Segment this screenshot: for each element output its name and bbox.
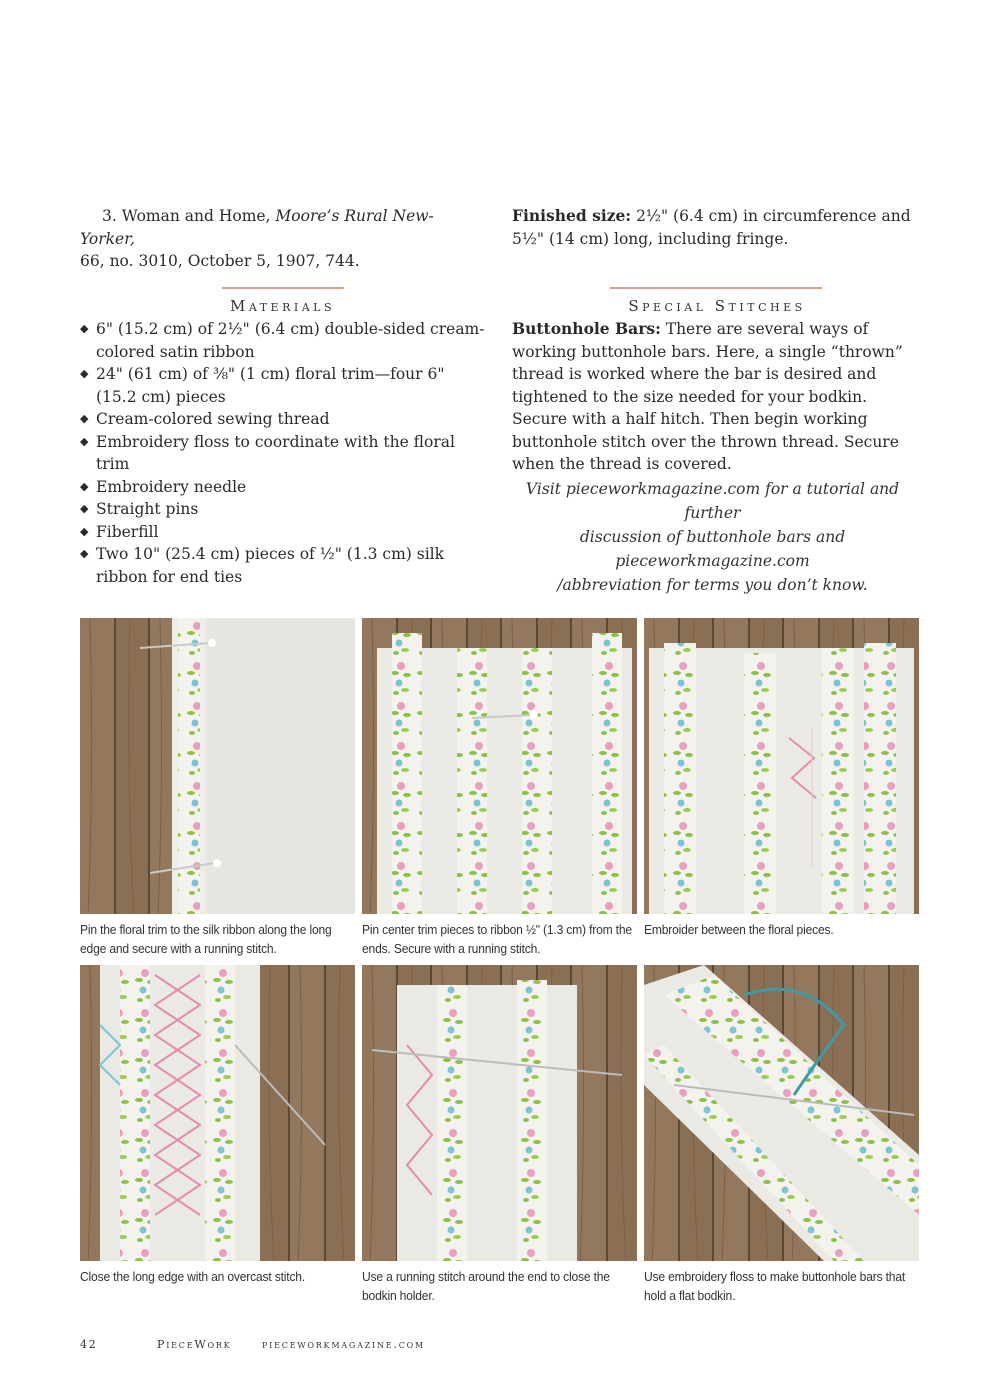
photo-step-5 <box>362 965 637 1261</box>
diamond-bullet-icon: ◆ <box>80 434 89 448</box>
caption-step-4: Close the long edge with an overcast stitch. <box>80 1269 306 1284</box>
photo-step-4 <box>80 965 355 1261</box>
diamond-bullet-icon: ◆ <box>80 524 89 538</box>
caption-step-1: Pin the floral trim to the silk ribbon along the long edge and secure with a running stitch. <box>80 922 332 956</box>
photo-step-2 <box>362 618 637 914</box>
list-item: ◆ Straight pins <box>80 498 485 521</box>
photo-step-3 <box>644 618 919 914</box>
list-item: ◆ 6" (15.2 cm) of 2½" (6.4 cm) double-sided cream-colored satin ribbon <box>80 320 485 361</box>
photo-step-1 <box>80 618 355 914</box>
materials-rule <box>222 287 344 289</box>
visit-note-line: Visit pieceworkmagazine.com for a tutorial and further <box>525 480 900 522</box>
diamond-bullet-icon: ◆ <box>80 547 89 560</box>
special-paragraph <box>512 318 922 476</box>
finished-size <box>512 205 922 250</box>
caption-step-3: Embroider between the floral pieces. <box>644 922 834 937</box>
special-rule <box>610 287 822 289</box>
finished-size-text: 2½" (6.4 cm) in circumference and 5½" (14 cm) long, including fringe. <box>512 207 911 248</box>
list-item: ◆ Cream-colored sewing thread <box>80 408 485 431</box>
photo-step-6 <box>644 965 919 1261</box>
list-item: ◆ Embroidery floss to coordinate with the floral trim <box>80 432 455 473</box>
caption-step-2: Pin center trim pieces to ribbon ½" (1.3 cm) from the ends. Secure with a running stitch. <box>362 922 632 956</box>
caption-step-6: Use embroidery floss to make buttonhole bars that hold a flat bodkin. <box>644 1269 906 1303</box>
diamond-bullet-icon: ◆ <box>80 479 89 493</box>
footnote <box>80 205 485 273</box>
list-item: ◆ Embroidery needle <box>80 476 485 499</box>
visit-note-line: /abbreviation for terms you don’t know. <box>557 576 868 594</box>
diamond-bullet-icon: ◆ <box>80 367 89 380</box>
list-item: ◆ Fiberfill <box>80 521 485 544</box>
visit-note-line: discussion of buttonhole bars and pieceworkmagazine.com <box>579 528 846 570</box>
list-item: ◆ Two 10" (25.4 cm) pieces of ½" (1.3 cm) silk ribbon for end ties <box>80 545 445 586</box>
finished-size-label: Finished size: <box>512 206 632 225</box>
footer-url: pieceworkmagazine.com <box>262 1338 425 1351</box>
caption-step-5: Use a running stitch around the end to close the bodkin holder. <box>362 1269 610 1303</box>
list-item: ◆ 24" (61 cm) of ⅜" (1 cm) floral trim—four 6" (15.2 cm) pieces <box>80 365 445 406</box>
special-heading: Special Stitches <box>628 297 806 315</box>
diamond-bullet-icon: ◆ <box>80 322 89 335</box>
footnote-italic: Moore’s Rural New-Yorker, <box>80 207 434 248</box>
footnote-prefix: 3. Woman and Home, <box>102 207 276 225</box>
diamond-bullet-icon: ◆ <box>80 412 89 425</box>
footer-brand: PieceWork <box>157 1338 232 1351</box>
materials-heading: Materials <box>230 297 335 315</box>
visit-note <box>505 477 920 597</box>
page-number: 42 <box>80 1338 98 1351</box>
special-text: There are several ways of working buttonhole bars. Here, a single “thrown” thread is worked where the bar is desired and tightened to the size needed for your bodkin. Secure with a half hitch. Then begin working buttonhole stitch over the thrown thread. Secure when the thread is covered. <box>512 320 903 473</box>
diamond-bullet-icon: ◆ <box>80 502 89 515</box>
footnote-rest: 66, no. 3010, October 5, 1907, 744. <box>80 252 360 270</box>
materials-list <box>80 318 485 588</box>
special-label: Buttonhole Bars: <box>512 319 661 338</box>
